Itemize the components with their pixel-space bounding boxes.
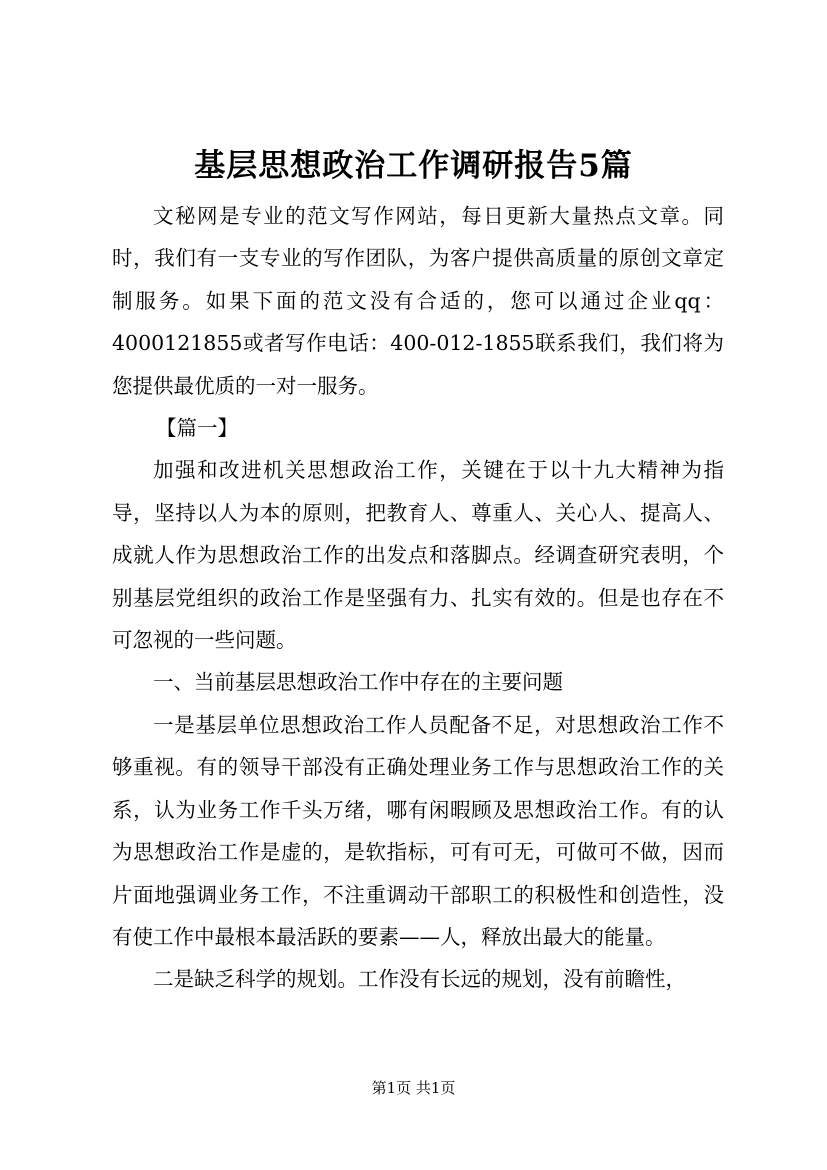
document-title: 基层思想政治工作调研报告5篇 <box>194 148 633 184</box>
page-footer: 第1页 共1页 <box>371 1079 456 1097</box>
section-heading: 一、当前基层思想政治工作中存在的主要问题 <box>153 670 563 695</box>
document-body <box>112 195 724 1001</box>
intro-paragraph: 文秘网是专业的范文写作网站，每日更新大量热点文章。同时，我们有一支专业的写作团队，为客户提供高质量的原创文章定制服务。如果下面的范文没有合适的，您可以通过企业qq：4000121855或者写作电话：400-012-1855联系我们，我们将为您提供最优质的一对一服务。 <box>112 204 724 398</box>
body-paragraph: 一是基层单位思想政治工作人员配备不足，对思想政治工作不够重视。有的领导干部没有正确处理业务工作与思想政治工作的关系，认为业务工作千头万绪，哪有闲暇顾及思想政治工作。有的认为思想政治工作是虚的，是软指标，可有可无，可做可不做，因而片面地强调业务工作，不注重调动干部职工的积极性和创造性，没有使工作中最根本最活跃的要素——人，释放出最大的能量。 <box>112 712 724 949</box>
body-paragraph: 二是缺乏科学的规划。工作没有长远的规划，没有前瞻性， <box>153 967 686 992</box>
body-paragraph: 加强和改进机关思想政治工作，关键在于以十九大精神为指导，坚持以人为本的原则，把教育人、尊重人、关心人、提高人、成就人作为思想政治工作的出发点和落脚点。经调查研究表明，个别基层党组织的政治工作是坚强有力、扎实有效的。但是也存在不可忽视的一些问题。 <box>112 458 724 653</box>
section-marker: 【篇一】 <box>156 416 238 441</box>
